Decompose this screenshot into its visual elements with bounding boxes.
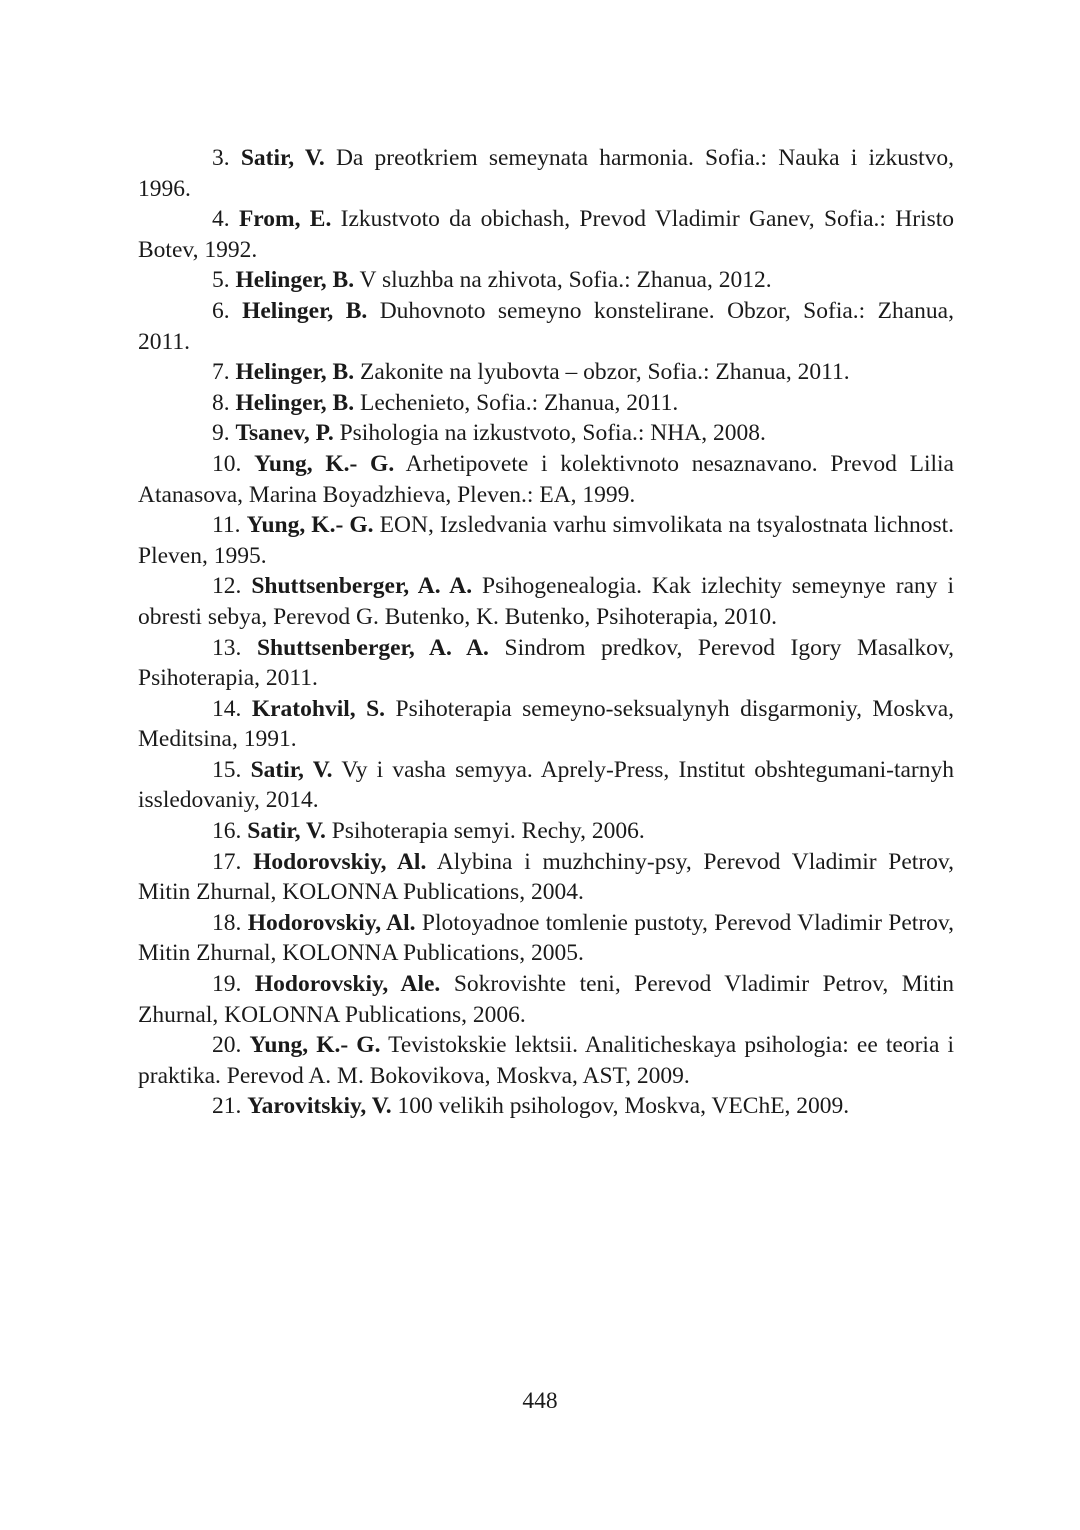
reference-author: Yung, K.- G.: [246, 512, 374, 539]
reference-text: Duhovnoto semeyno konstelirane. Obzor, Sofia.: Zhanua, 2011.: [138, 297, 954, 355]
reference-item: [138, 694, 954, 755]
reference-number: 6.: [212, 297, 230, 324]
reference-item: [138, 1030, 954, 1091]
reference-text: Psihologia na izkustvoto, Sofia.: NHA, 2008.: [339, 420, 766, 447]
reference-item: [138, 449, 954, 510]
reference-item: [138, 204, 954, 265]
reference-list: [138, 143, 954, 1122]
reference-author: Yarovitskiy, V.: [247, 1093, 392, 1120]
reference-number: 16.: [212, 818, 242, 845]
reference-item: [138, 969, 954, 1030]
reference-author: Hodorovskiy, Al.: [247, 909, 416, 936]
reference-text: Tevistokskie lektsii. Analiticheskaya psihologia: ee teoria i praktika. Perevod A. M. Bokovikova, Moskva, AST, 2009.: [138, 1032, 955, 1089]
reference-author: Helinger, B.: [235, 359, 355, 386]
reference-item: [138, 633, 954, 694]
reference-author: Shuttsenberger, A. A.: [251, 573, 473, 600]
reference-number: 14.: [212, 695, 242, 722]
reference-text: Vy i vasha semyya. Aprely-Press, Institut obshtegumani-tarnyh issledovaniy, 2014.: [138, 756, 954, 814]
reference-number: 11.: [212, 512, 241, 539]
reference-item: [138, 296, 954, 357]
reference-author: Kratohvil, S.: [251, 695, 386, 722]
reference-number: 5.: [212, 267, 230, 294]
reference-author: Yung, K.- G.: [249, 1032, 381, 1059]
reference-item: [138, 847, 954, 908]
reference-author: From, E.: [238, 206, 332, 233]
reference-author: Satir, V.: [250, 756, 333, 783]
reference-author: Satir, V.: [240, 145, 325, 171]
reference-text: Plotoyadnoe tomlenie pustoty, Perevod Vladimir Petrov, Mitin Zhurnal, KOLONNA Publications, 2005.: [138, 909, 954, 967]
reference-author: Helinger, B.: [235, 267, 355, 294]
reference-text: Izkustvoto da obichash, Prevod Vladimir Ganev, Sofia.: Hristo Botev, 1992.: [138, 206, 955, 263]
reference-author: Hodorovskiy, Ale.: [254, 971, 441, 998]
reference-item: [138, 143, 954, 204]
reference-item: [138, 357, 954, 388]
reference-text: Psihogenealogia. Kak izlechity semeynye rany i obresti sebya, Perevod G. Butenko, K. Butenko, Psihoterapia, 2010.: [138, 573, 954, 630]
reference-text: V sluzhba na zhivota, Sofia.: Zhanua, 2012.: [359, 267, 772, 294]
reference-item: [138, 418, 954, 449]
reference-item: [138, 265, 954, 296]
reference-item: [138, 755, 954, 816]
reference-item: [138, 816, 954, 847]
reference-text: Sindrom predkov, Perevod Igory Masalkov, Psihoterapia, 2011.: [138, 634, 954, 692]
reference-number: 19.: [212, 971, 242, 998]
reference-author: Helinger, B.: [235, 389, 355, 416]
reference-number: 21.: [212, 1093, 242, 1120]
reference-text: EON, Izsledvania varhu simvolikata na tsyalostnata lichnost. Pleven, 1995.: [138, 512, 955, 569]
reference-number: 3.: [212, 145, 230, 171]
reference-item: [138, 388, 954, 419]
reference-number: 20.: [212, 1032, 242, 1059]
reference-number: 7.: [212, 359, 230, 386]
reference-item: [138, 510, 954, 571]
reference-author: Hodorovskiy, Al.: [253, 848, 427, 875]
reference-item: [138, 1091, 954, 1122]
reference-text: Zakonite na lyubovta – obzor, Sofia.: Zhanua, 2011.: [359, 359, 850, 386]
reference-text: Psihoterapia semeyno-seksualynyh disgarmoniy, Moskva, Meditsina, 1991.: [138, 695, 955, 753]
reference-text: Sokrovishte teni, Perevod Vladimir Petrov, Mitin Zhurnal, KOLONNA Publications, 2006.: [138, 971, 955, 1028]
reference-text: Da preotkriem semeynata harmonia. Sofia.: Nauka i izkustvo, 1996.: [138, 145, 955, 202]
reference-item: [138, 571, 954, 632]
reference-author: Helinger, B.: [242, 297, 368, 324]
reference-text: Lechenieto, Sofia.: Zhanua, 2011.: [359, 389, 679, 416]
reference-number: 13.: [212, 634, 242, 661]
reference-author: Tsanev, P.: [235, 420, 334, 447]
reference-text: Alybina i muzhchiny-psy, Perevod Vladimir Petrov, Mitin Zhurnal, KOLONNA Publications, 2004.: [138, 848, 955, 906]
reference-number: 9.: [212, 420, 230, 447]
reference-text: 100 velikih psihologov, Moskva, VEChE, 2009.: [397, 1093, 850, 1120]
reference-number: 4.: [212, 206, 230, 233]
reference-text: Arhetipovete i kolektivnoto nesaznavano. Prevod Lilia Atanasova, Marina Boyadzhieva, Pleven.: EA, 1999.: [138, 450, 954, 508]
reference-number: 15.: [212, 756, 242, 783]
reference-number: 12.: [212, 573, 242, 600]
reference-number: 8.: [212, 389, 230, 416]
reference-item: [138, 908, 954, 969]
reference-number: 18.: [212, 909, 242, 936]
reference-number: 17.: [212, 848, 242, 875]
page-number: 448: [522, 1388, 558, 1414]
reference-number: 10.: [212, 450, 242, 477]
reference-text: Psihoterapia semyi. Rechy, 2006.: [331, 818, 645, 845]
reference-author: Yung, K.- G.: [254, 450, 395, 477]
reference-author: Satir, V.: [247, 818, 326, 845]
reference-author: Shuttsenberger, A. A.: [256, 634, 489, 661]
